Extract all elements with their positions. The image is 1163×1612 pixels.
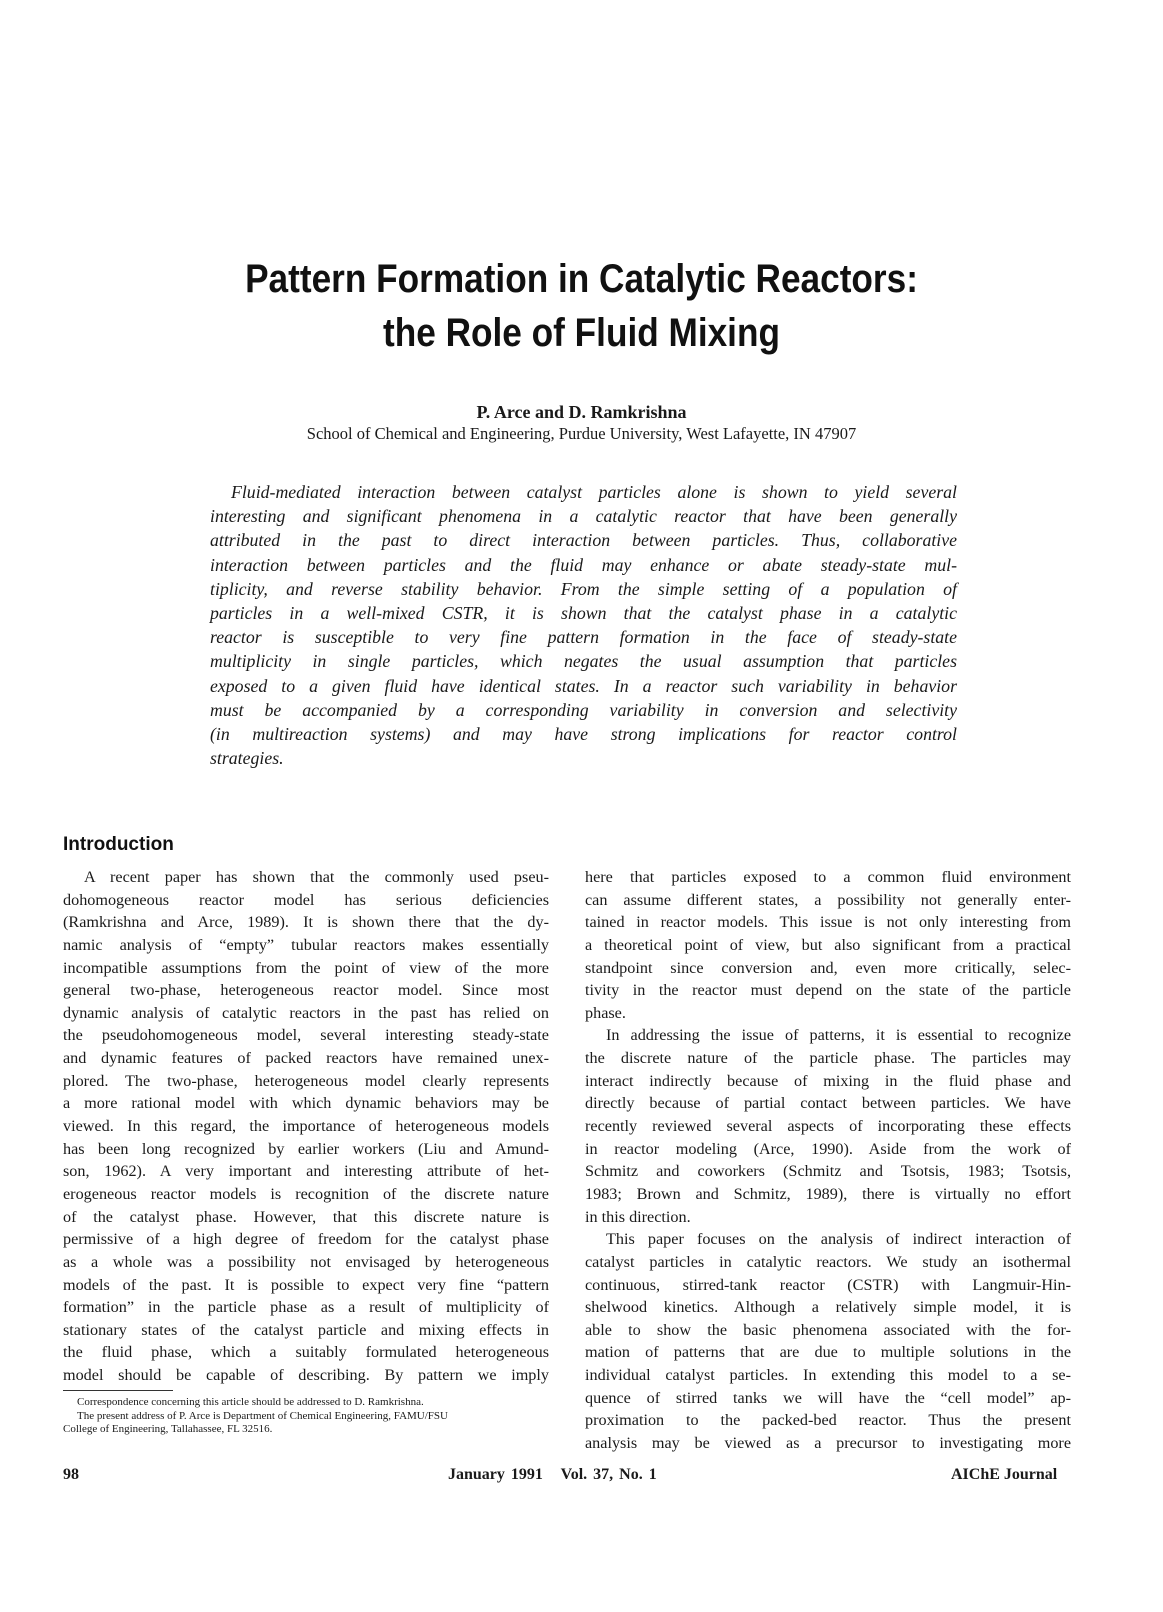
footnote-line: The present address of P. Arce is Department of Chemical Engineering, FAMU/FSU xyxy=(77,1409,448,1422)
author-affiliation: School of Chemical and Engineering, Purdue University, West Lafayette, IN 47907 xyxy=(306,424,857,443)
title-line: Pattern Formation in Catalytic Reactors: xyxy=(245,257,918,301)
abstract-line: interaction between particles and the fluid may enhance or abate steady-state mul- xyxy=(210,554,957,575)
abstract-line: strategies. xyxy=(210,748,284,769)
body-column-right xyxy=(585,866,1071,1455)
body-line: individual catalyst particles. In extending this model to a se- xyxy=(585,1366,1071,1385)
body-line: shelwood kinetics. Although a relatively simple model, it is xyxy=(585,1298,1071,1317)
body-line: a more rational model with which dynamic behaviors may be xyxy=(63,1094,549,1113)
body-line: directly because of partial contact between particles. We have xyxy=(585,1094,1071,1113)
issue-info: January 1991 Vol. 37, No. 1 xyxy=(448,1466,657,1483)
body-line: incompatible assumptions from the point of view of the more xyxy=(63,958,549,977)
footnotes xyxy=(63,1396,553,1437)
abstract-line: interesting and significant phenomena in a catalytic reactor that have been generally xyxy=(210,506,957,527)
body-line: the fluid phase, which a suitably formulated heterogeneous xyxy=(63,1343,549,1362)
body-line: able to show the basic phenomena associated with the for- xyxy=(585,1320,1071,1339)
body-line: son, 1962). A very important and interesting attribute of het- xyxy=(63,1162,549,1181)
journal-name: AIChE Journal xyxy=(951,1466,1058,1483)
abstract-line: attributed in the past to direct interaction between particles. Thus, collaborative xyxy=(210,530,957,551)
body-line: interact indirectly because of mixing in the fluid phase and xyxy=(585,1071,1071,1090)
body-line: can assume different states, a possibility not generally enter- xyxy=(585,890,1071,909)
body-line: of the catalyst phase. However, that this discrete nature is xyxy=(63,1207,549,1226)
author-names: P. Arce and D. Ramkrishna xyxy=(476,402,687,422)
body-line: A recent paper has shown that the commonly used pseu- xyxy=(84,868,549,886)
body-line: standpoint since conversion and, even more critically, selec- xyxy=(585,958,1071,977)
abstract-line: reactor is susceptible to very fine pattern formation in the face of steady-state xyxy=(210,627,957,648)
body-line: plored. The two-phase, heterogeneous model clearly represents xyxy=(63,1071,549,1090)
body-line: 1983; Brown and Schmitz, 1989), there is virtually no effort xyxy=(585,1184,1071,1203)
abstract-line: particles in a well-mixed CSTR, it is shown that the catalyst phase in a catalytic xyxy=(210,602,957,623)
body-line: general two-phase, heterogeneous reactor model. Since most xyxy=(63,981,549,1000)
body-line: (Ramkrishna and Arce, 1989). It is shown there that the dy- xyxy=(63,913,549,932)
page-number: 98 xyxy=(63,1466,79,1483)
abstract-line: tiplicity, and reverse stability behavior. From the simple setting of a population of xyxy=(210,578,957,599)
abstract-line: must be accompanied by a corresponding variability in conversion and selectivity xyxy=(210,699,957,720)
body-line: and dynamic features of packed reactors have remained unex- xyxy=(63,1049,549,1068)
footnote-line: Correspondence concerning this article should be addressed to D. Ramkrishna. xyxy=(77,1396,424,1408)
body-line: erogeneous reactor models is recognition of the discrete nature xyxy=(63,1184,549,1203)
body-line: has been long recognized by earlier workers (Liu and Amund- xyxy=(63,1139,549,1158)
abstract-line: Fluid-mediated interaction between catalyst particles alone is shown to yield several xyxy=(231,482,957,502)
body-line: a theoretical point of view, but also significant from a practical xyxy=(585,935,1071,954)
title-line: the Role of Fluid Mixing xyxy=(383,311,780,355)
body-line: proximation to the packed-bed reactor. Thus the present xyxy=(585,1411,1071,1430)
body-line: phase. xyxy=(585,1003,626,1022)
body-column-left xyxy=(63,866,549,1387)
body-line: This paper focuses on the analysis of indirect interaction of xyxy=(606,1230,1071,1249)
footnote-divider xyxy=(63,1390,173,1391)
body-line: viewed. In this regard, the importance of heterogeneous models xyxy=(63,1117,549,1136)
abstract xyxy=(210,480,957,770)
body-line: models of the past. It is possible to expect very fine “pattern xyxy=(63,1275,549,1294)
body-line: quence of stirred tanks we will have the “cell model” ap- xyxy=(585,1388,1071,1407)
body-line: model should be capable of describing. By pattern we imply xyxy=(63,1366,549,1385)
body-line: permissive of a high degree of freedom for the catalyst phase xyxy=(63,1230,549,1249)
body-line: mation of patterns that are due to multiple solutions in the xyxy=(585,1343,1071,1362)
body-line: the pseudohomogeneous model, several interesting steady-state xyxy=(63,1026,549,1045)
body-line: catalyst particles in catalytic reactors. We study an isothermal xyxy=(585,1252,1071,1271)
article-title xyxy=(158,252,1005,360)
body-line: formation” in the particle phase as a result of multiplicity of xyxy=(63,1298,549,1317)
body-line: namic analysis of “empty” tubular reactors makes essentially xyxy=(63,935,549,954)
footnote-line: College of Engineering, Tallahassee, FL 32516. xyxy=(63,1423,273,1435)
body-line: here that particles exposed to a common fluid environment xyxy=(585,868,1071,886)
body-line: stationary states of the catalyst particle and mixing effects in xyxy=(63,1320,549,1339)
body-line: recently reviewed several aspects of incorporating these effects xyxy=(585,1117,1071,1136)
body-line: as a whole was a possibility not envisaged by heterogeneous xyxy=(63,1252,549,1271)
body-line: dohomogeneous reactor model has serious deficiencies xyxy=(63,890,549,909)
body-line: in reactor modeling (Arce, 1990). Aside from the work of xyxy=(585,1139,1071,1158)
abstract-line: multiplicity in single particles, which negates the usual assumption that particles xyxy=(210,651,957,672)
section-heading-introduction: Introduction xyxy=(63,834,174,855)
body-line: continuous, stirred-tank reactor (CSTR) with Langmuir-Hin- xyxy=(585,1275,1071,1294)
body-line: In addressing the issue of patterns, it is essential to recognize xyxy=(606,1026,1071,1045)
body-line: dynamic analysis of catalytic reactors in the past has relied on xyxy=(63,1003,549,1022)
body-line: the discrete nature of the particle phase. The particles may xyxy=(585,1049,1071,1068)
body-line: tained in reactor models. This issue is not only interesting from xyxy=(585,913,1071,932)
abstract-line: exposed to a given fluid have identical states. In a reactor such variability in behavior xyxy=(210,675,957,696)
body-line: Schmitz and coworkers (Schmitz and Tsotsis, 1983; Tsotsis, xyxy=(585,1162,1071,1181)
body-line: in this direction. xyxy=(585,1207,691,1226)
body-line: tivity in the reactor must depend on the state of the particle xyxy=(585,981,1071,1000)
abstract-line: (in multireaction systems) and may have strong implications for reactor control xyxy=(210,723,957,744)
body-line: analysis may be viewed as a precursor to investigating more xyxy=(585,1434,1071,1453)
